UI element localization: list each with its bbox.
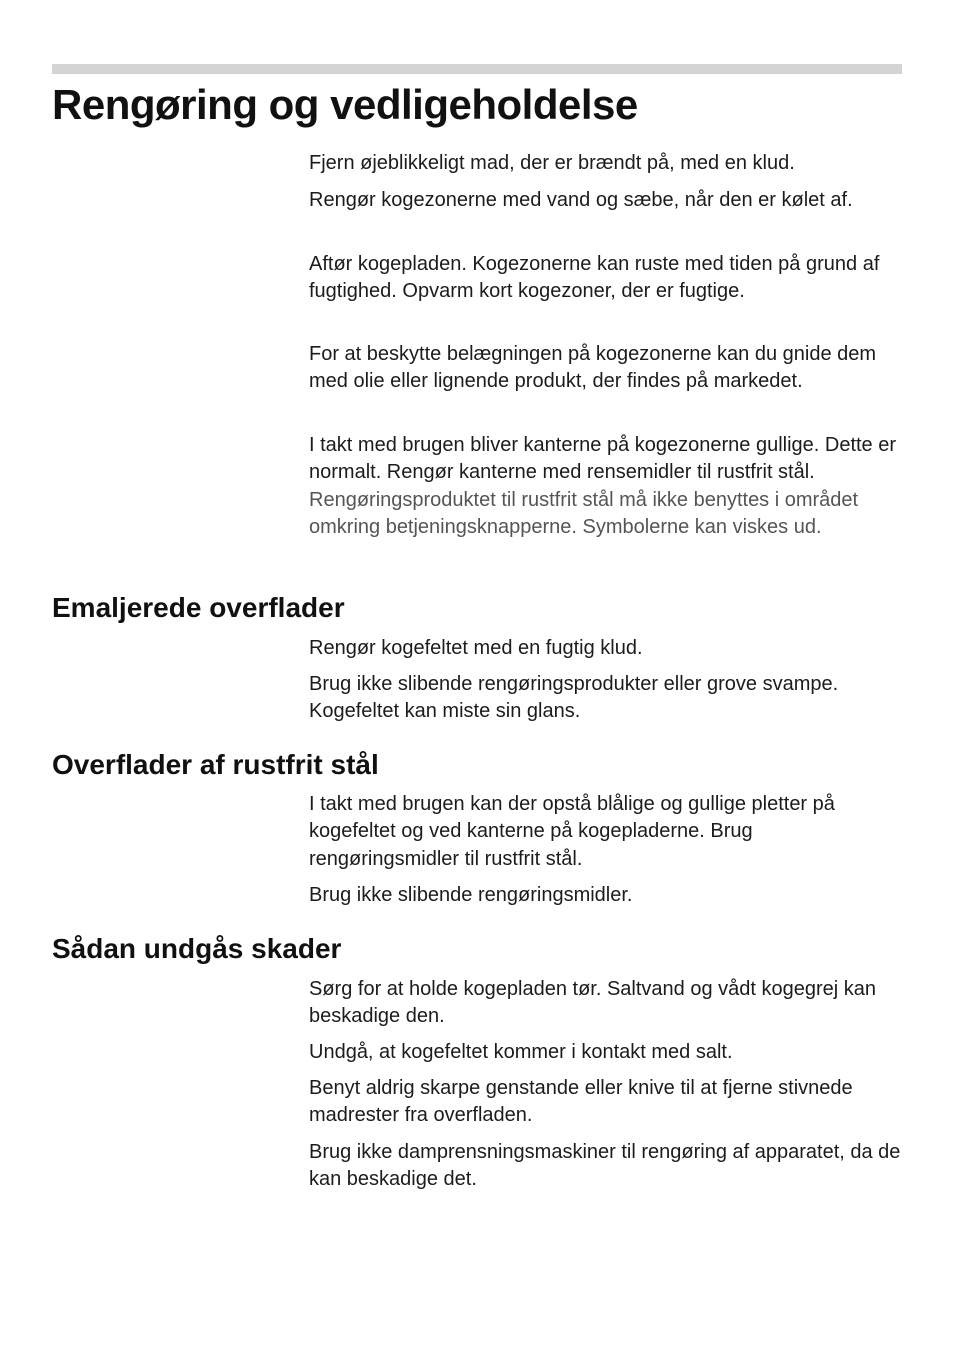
section-paragraph: Brug ikke slibende rengøringsmidler. (309, 884, 633, 906)
intro-paragraph-text: I takt med brugen bliver kanterne på kogezonerne gullige. Dette er normalt. Rengør kanterne med rensemidler til rustfrit stål. (309, 434, 897, 484)
section-paragraph: Brug ikke slibende rengøringsprodukter eller grove svampe. Kogefeltet kan miste sin glans. (309, 673, 839, 723)
section-paragraph: Benyt aldrig skarpe genstande eller knive til at fjerne stivnede madrester fra overfladen. (309, 1077, 853, 1127)
intro-paragraph: Aftør kogepladen. Kogezonerne kan ruste med tiden på grund af fugtighed. Opvarm kort kogezoner, der er fugtige. (309, 253, 880, 303)
intro-paragraph: Fjern øjeblikkeligt mad, der er brændt på, med en klud. (309, 152, 795, 174)
page-title: Rengøring og vedligeholdelse (52, 81, 638, 128)
section-paragraph: I takt med brugen kan der opstå blålige og gullige pletter på kogefeltet og ved kanterne på kogepladerne. Brug rengøringsmidler til rustfrit stål. (309, 793, 835, 870)
stainless-warning-note: Rengøringsproduktet til rustfrit stål må ikke benyttes i området omkring betjeningsknapperne. Symbolerne kan viskes ud. (309, 488, 859, 538)
intro-paragraph: Rengør kogezonerne med vand og sæbe, når den er kølet af. (309, 189, 853, 211)
section-heading-stainless: Overflader af rustfrit stål (52, 749, 379, 780)
top-rule (52, 64, 902, 74)
section-heading-enamel: Emaljerede overflader (52, 592, 345, 623)
intro-paragraph-stainless (309, 432, 904, 541)
intro-paragraph: For at beskytte belægningen på kogezonerne kan du gnide dem med olie eller lignende produkt, der findes på markedet. (309, 343, 877, 393)
section-paragraph: Rengør kogefeltet med en fugtig klud. (309, 637, 643, 659)
section-heading-damage: Sådan undgås skader (52, 933, 342, 964)
section-paragraph: Undgå, at kogefeltet kommer i kontakt med salt. (309, 1041, 733, 1063)
section-paragraph: Brug ikke damprensningsmaskiner til rengøring af apparatet, da de kan beskadige det. (309, 1141, 901, 1191)
section-paragraph: Sørg for at holde kogepladen tør. Saltvand og vådt kogegrej kan beskadige den. (309, 978, 877, 1028)
